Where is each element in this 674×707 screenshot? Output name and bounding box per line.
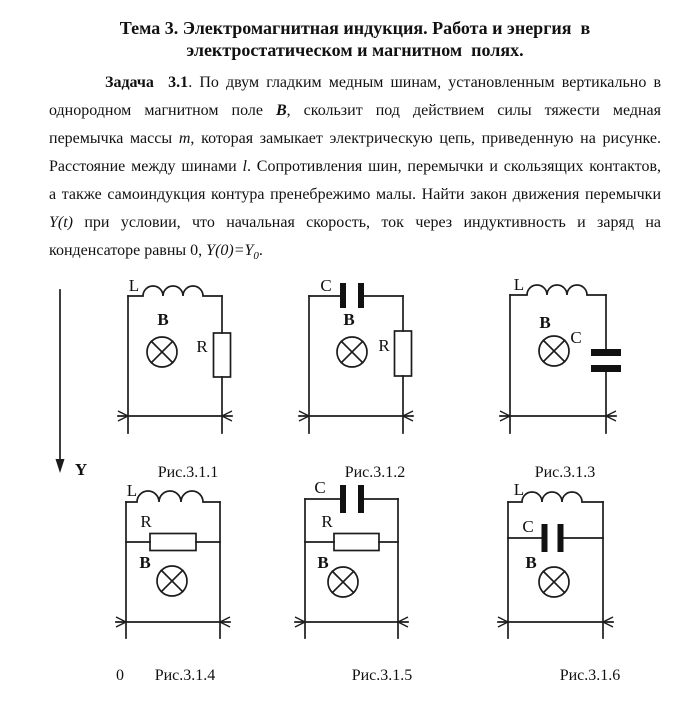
text-run: , скользит под действием силы тяжести медная <box>286 102 661 119</box>
resistor-label: R <box>321 512 333 531</box>
y-axis-label: Y <box>74 460 88 479</box>
resistor-symbol <box>334 534 379 551</box>
text-run: конденсаторе равны 0, <box>49 242 207 259</box>
field-into-page-icon <box>147 337 177 367</box>
y-axis-arrow <box>56 290 65 473</box>
field-into-page-icon <box>539 336 569 366</box>
figure-caption: Рис.3.1.4 <box>154 667 216 684</box>
capacitor-symbol <box>545 524 561 552</box>
figure-caption: Рис.3.1.1 <box>157 464 219 481</box>
circuit-fig-3-1-1 <box>118 276 232 481</box>
text-run: при условии, что начальная скорость, ток через индуктивность и заряд на <box>73 214 661 231</box>
circuit-fig-3-1-3 <box>500 275 621 481</box>
field-label: B <box>539 313 551 332</box>
text-run: , которая замыкает электрическую цепь, приведенную на рисунке. <box>190 130 662 147</box>
field-label: B <box>157 310 169 329</box>
field-label: B <box>525 553 537 572</box>
circuit-fig-3-1-2 <box>299 276 413 481</box>
problem-number: Задача 3.1 <box>105 74 189 91</box>
inductor-symbol <box>510 285 606 295</box>
field-label: B <box>139 553 151 572</box>
figure-caption: Рис.3.1.6 <box>559 667 621 684</box>
paragraph-line <box>49 97 661 125</box>
capacitor-symbol <box>343 283 361 308</box>
capacitor-symbol <box>343 485 361 513</box>
var-Y0-subscript: 0 <box>253 250 259 262</box>
figure-caption: Рис.3.1.2 <box>344 464 406 481</box>
resistor-label: R <box>378 336 390 355</box>
text-run: а также самоиндукция контура пренебрежимо малы. Найти закон движения перемычки <box>49 186 661 203</box>
inductor-label: L <box>513 480 525 499</box>
resistor-label: R <box>196 337 208 356</box>
field-into-page-icon <box>539 567 569 597</box>
circuit-figures <box>0 270 674 707</box>
paragraph-line <box>49 181 661 209</box>
paragraph-line <box>49 69 661 97</box>
field-label: B <box>343 310 355 329</box>
text-run: . <box>258 242 263 259</box>
capacitor-label: C <box>522 517 534 536</box>
text-run: Расстояние между шинами <box>49 158 243 175</box>
title-line-2: электростатическом и магнитном полях. <box>186 40 524 60</box>
var-l: l <box>242 158 247 175</box>
text-run: однородном магнитном поле <box>49 102 276 119</box>
capacitor-label: C <box>570 328 582 347</box>
text-run: перемычка массы <box>49 130 179 147</box>
resistor-symbol <box>395 331 412 376</box>
resistor-symbol <box>150 534 196 551</box>
var-Yt: Y(t) <box>49 214 73 231</box>
arrow-down-icon <box>56 459 65 473</box>
field-label: B <box>317 553 329 572</box>
field-into-page-icon <box>328 567 358 597</box>
field-into-page-icon <box>157 566 187 596</box>
circuit-fig-3-1-4 <box>116 481 230 684</box>
circuit-fig-3-1-6 <box>498 480 620 684</box>
figure-caption: Рис.3.1.5 <box>351 667 413 684</box>
page-title <box>49 17 661 61</box>
figure-caption: Рис.3.1.3 <box>534 464 596 481</box>
paragraph-line <box>49 237 661 270</box>
text-run: . По двум гладким медным шинам, установленным вертикально в <box>188 74 662 91</box>
resistor-label: R <box>140 512 152 531</box>
paragraph-line <box>49 209 661 237</box>
field-into-page-icon <box>337 337 367 367</box>
inductor-label: L <box>128 276 140 295</box>
text-run: . Сопротивления шин, перемычки и скользящих контактов, <box>246 158 661 175</box>
inductor-symbol <box>128 286 222 296</box>
var-m: m <box>178 130 191 147</box>
inductor-label: L <box>126 481 138 500</box>
circuit-fig-3-1-5 <box>295 478 412 684</box>
problem-paragraph <box>49 69 661 270</box>
paragraph-line <box>49 125 661 153</box>
origin-label: 0 <box>116 667 124 684</box>
inductor-symbol <box>126 491 220 502</box>
var-B: B <box>275 102 287 119</box>
var-Y0: Y(0)=Y <box>206 242 254 259</box>
capacitor-symbol <box>591 353 621 369</box>
capacitor-label: C <box>320 276 332 295</box>
inductor-label: L <box>513 275 525 294</box>
paragraph-line <box>49 153 661 181</box>
title-line-1: Тема 3. Электромагнитная индукция. Работа и энергия в <box>119 18 591 38</box>
resistor-symbol <box>214 333 231 377</box>
capacitor-label: C <box>314 478 326 497</box>
